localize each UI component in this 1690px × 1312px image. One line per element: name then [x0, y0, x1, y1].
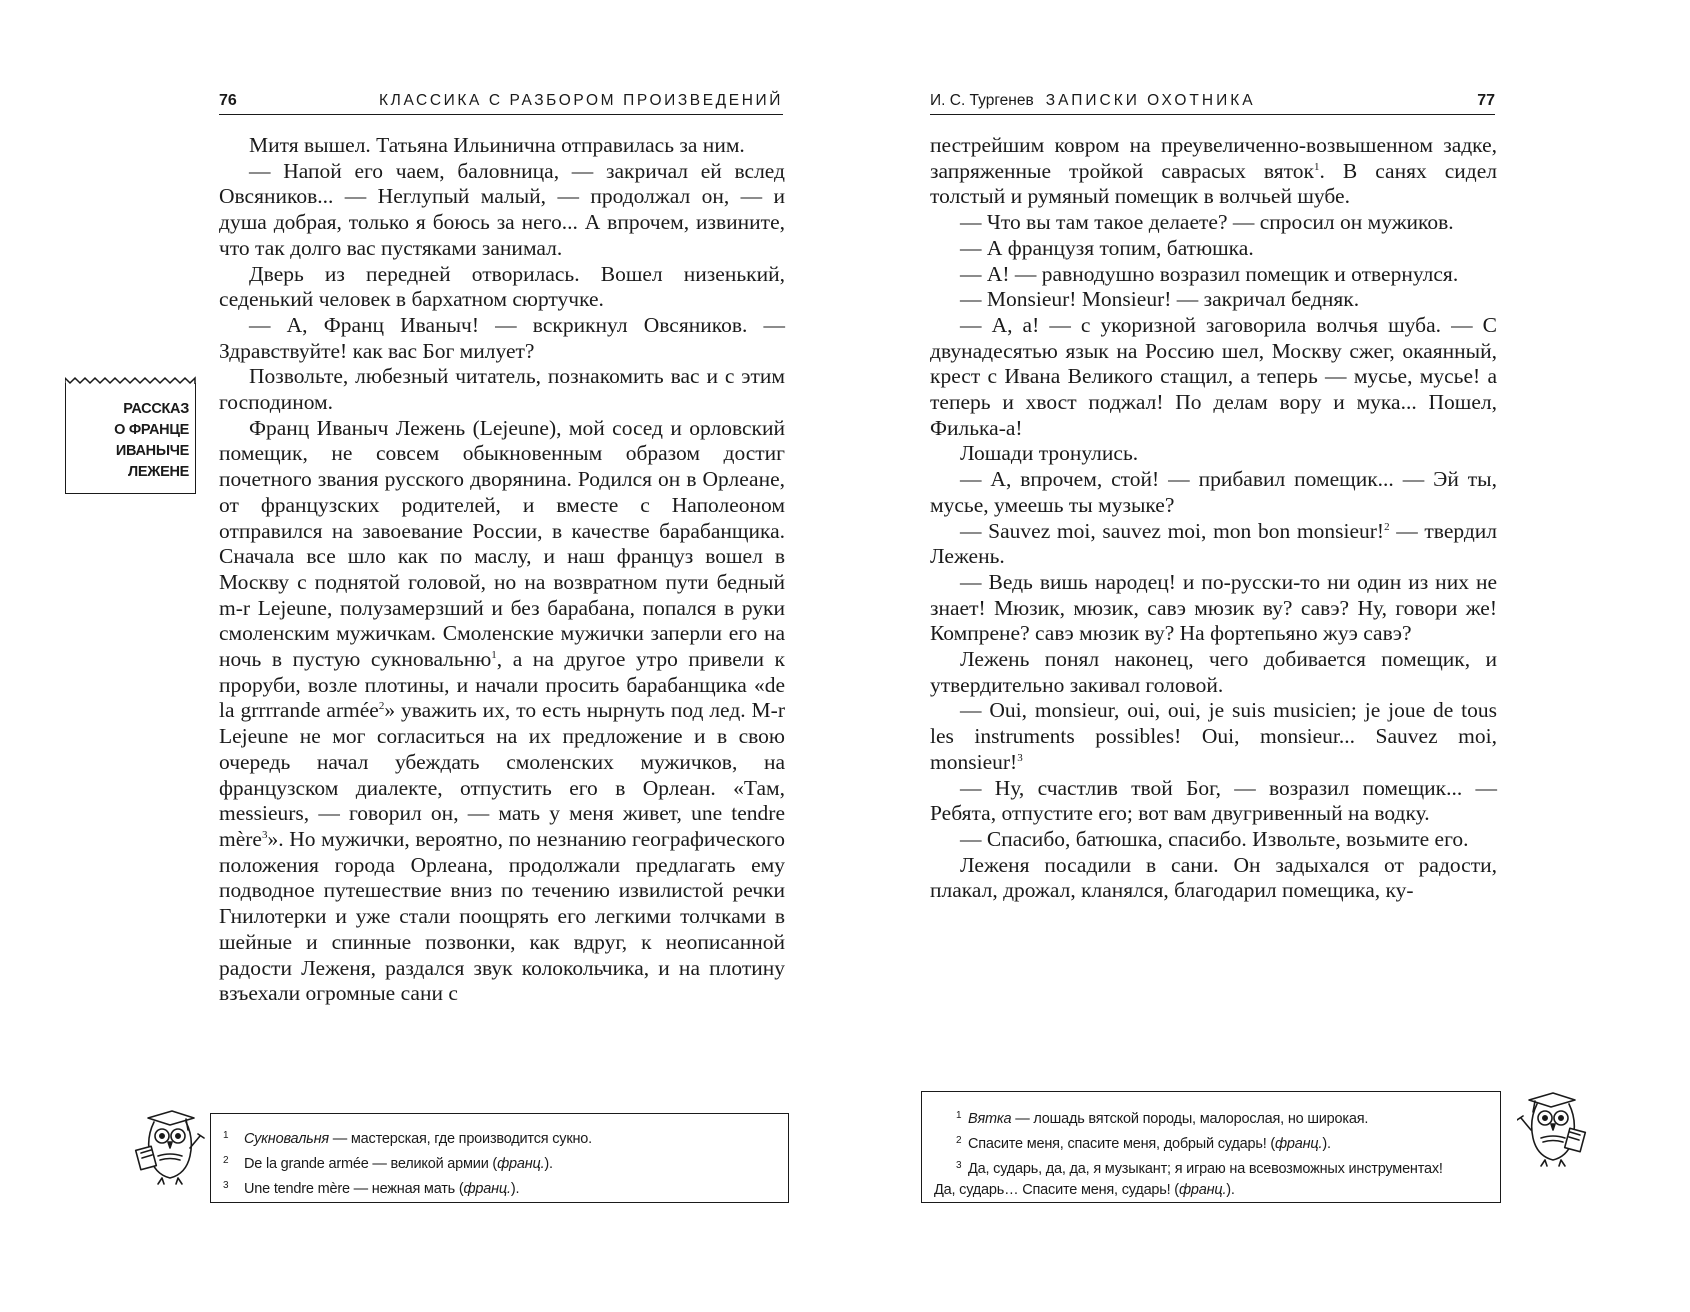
paragraph: Лежень понял наконец, чего добивается помещик, и утвердительно закивал головой.	[930, 647, 1497, 697]
owl-with-book-icon	[132, 1108, 206, 1188]
footnote-text: — лошадь вятской породы, малорослая, но широкая.	[1011, 1111, 1369, 1127]
paragraph: — Что вы там такое делаете? — спросил он мужиков.	[960, 210, 1454, 235]
paragraph: Дверь из передней отворилась. Вошел низенький, седенький человек в бархатном сюртучке.	[219, 261, 785, 312]
paragraph: Митя вышел. Татьяна Ильинична отправилась за ним.	[249, 133, 745, 157]
paragraph	[219, 416, 785, 1007]
footnote-number: 3	[956, 1160, 962, 1171]
footnote-ref: 2	[1384, 520, 1390, 533]
text-run: — Oui, monsieur, oui, oui, je suis musicien; je joue de tous les instruments possibles! Oui, monsieur... Sauvez moi, monsieur!	[930, 698, 1497, 774]
running-header-title	[930, 92, 1256, 110]
text-run: . В санях сидел толстый и румяный помещик в волчьей шубе.	[930, 158, 1497, 209]
text-run: — Sauvez moi, sauvez moi, mon bon monsieur!	[960, 518, 1385, 543]
sidebar-heading-line: О ФРАНЦЕ	[114, 422, 189, 438]
footnote-term: Une tendre mère	[244, 1181, 350, 1197]
body-text	[219, 133, 785, 1007]
footnote-number: 1	[223, 1130, 229, 1141]
paragraph: — Monsieur! Monsieur! — закричал бедняк.	[960, 287, 1360, 312]
text-run: , а на другое утро привели к проруби, возле плотины, и начали просить барабанщика «de la grrrrande armée	[219, 647, 785, 723]
footnote-text: Да, сударь, да, да, я музыкант; я играю на всевозможных инструментах!	[968, 1161, 1443, 1177]
sidebar-heading-line: ЛЕЖЕНЕ	[128, 464, 189, 480]
paragraph	[930, 698, 1497, 775]
footnotes-box	[210, 1113, 789, 1203]
footnote-text: ).	[1226, 1182, 1235, 1198]
footnote	[223, 1125, 788, 1150]
zigzag-border-icon	[65, 375, 196, 385]
footnote-text: — нежная мать (	[349, 1181, 464, 1197]
footnote-number: 2	[223, 1155, 229, 1166]
paragraph: Леженя посадили в сани. Он задыхался от радости, плакал, дрожал, кланялся, благодарил помещика, ку-	[930, 852, 1497, 903]
paragraph	[930, 519, 1497, 570]
footnote-lang: франц.	[497, 1156, 545, 1172]
paragraph: Лошади тронулись.	[960, 441, 1139, 466]
paragraph: — А, впрочем, стой! — прибавил помещик... — Эй ты, мусье, умеешь ты музыке?	[930, 467, 1497, 517]
footnote	[934, 1105, 1490, 1130]
footnote-lang: франц.	[463, 1181, 511, 1197]
footnote	[934, 1155, 1490, 1201]
footnote	[223, 1150, 788, 1175]
running-header	[219, 92, 783, 115]
header-author: И. С. Тургенев	[930, 92, 1034, 109]
header-book-title: ЗАПИСКИ ОХОТНИКА	[1045, 92, 1256, 109]
footnote-text: Да, сударь… Спасите меня, сударь! (	[934, 1182, 1179, 1198]
running-header	[930, 92, 1495, 115]
right-page	[845, 0, 1690, 1312]
paragraph: — А, а! — с укоризной заговорила волчья шуба. — С двунадесятью язык на Россию шел, Москву сжег, окаянный, крест с Ивана Великого стащил, а теперь — мусье, мусье! а теперь и хвост поджал! По делам вору и мука... Пошел, Филька-а!	[930, 312, 1497, 440]
footnote-number: 2	[956, 1135, 962, 1146]
footnote-text: ).	[510, 1181, 520, 1197]
footnote-text: ).	[1322, 1136, 1331, 1152]
footnote-term: De la grande armée	[244, 1156, 369, 1172]
footnote-text: — мастерская, где производится сукно.	[328, 1131, 592, 1147]
footnote-term: Сукновальня	[244, 1131, 329, 1147]
footnote-number: 3	[223, 1180, 229, 1191]
paragraph: — А, Франц Иваныч! — вскрикнул Овсяников. — Здравствуйте! как вас Бог милует?	[219, 312, 785, 363]
footnote-continuation	[934, 1180, 1490, 1201]
page-number: 76	[219, 92, 237, 109]
paragraph: Позвольте, любезный читатель, познакомить вас и с этим господином.	[219, 364, 785, 415]
text-run: Франц Иваныч Лежень (Lejeune), мой сосед и орловский помещик, не совсем обыкновенным образом достиг почетного звания русского дворянина. Родился он в Орлеане, от французских родителей, и вместе с Наполеоном отправился на завоевание России, в качестве барабанщика. Сначала все шло как по маслу, и наш француз вошел в Москву с поднятой головой, но на возвратном пути бедный m-r Lejeune, полузамерзший и без барабана, попался в руки смоленским мужичкам. Смоленские мужички заперли его на ночь в пустую сукновальню	[219, 415, 785, 672]
running-header-title: КЛАССИКА С РАЗБОРОМ ПРОИЗВЕДЕНИЙ	[379, 92, 783, 109]
text-run: пестрейшим ковром на преувеличенно-возвышенном задке, запряженные тройкой саврасых вяток	[930, 133, 1497, 183]
page-number: 77	[1477, 92, 1495, 109]
text-run: ». Но мужички, вероятно, по незнанию географического положения города Орлеана, продолжали предлагать ему подводное путешествие вниз по течению извилистой речки Гнилотерки и уже стали поощрять его легкими толчками в шейные и спинные позвонки, как вдруг, к неописанной радости Леженя, раздался звук колокольчика, и на плотину взъехали огромные сани с	[219, 826, 785, 1006]
paragraph: — А! — равнодушно возразил помещик и отвернулся.	[960, 261, 1459, 286]
footnote-number: 1	[956, 1110, 962, 1121]
footnote-lang: франц.	[1275, 1136, 1323, 1152]
sidebar-heading	[70, 399, 189, 483]
footnote	[223, 1175, 788, 1200]
footnote-text: Спасите меня, спасите меня, добрый сударь! (	[968, 1136, 1275, 1152]
paragraph: — А французя топим, батюшка.	[960, 235, 1254, 260]
paragraph	[930, 133, 1497, 210]
paragraph: — Ведь вишь народец! и по-русски-то ни один из них не знает! Мюзик, мюзик, савэ мюзик ву? савэ? Ну, говори же! Компрене? савэ мюзик ву? На фортепьяно жуэ савэ?	[930, 569, 1497, 646]
footnote-ref: 2	[378, 700, 385, 713]
footnote-term: Вятка	[968, 1111, 1012, 1127]
footnote-ref: 1	[1313, 160, 1320, 173]
footnote-lang: франц.	[1178, 1182, 1227, 1198]
text-run: — твердил Лежень.	[930, 518, 1498, 569]
body-text	[930, 133, 1497, 904]
footnote-ref: 1	[491, 649, 497, 662]
paragraph: — Напой его чаем, баловница, — закричал ей вслед Овсяников... — Неглупый малый, — продолжал он, — и душа добрая, только я боюсь за него... А впрочем, извините, что так долго вас пустяками занимал.	[219, 158, 785, 260]
footnotes-box	[921, 1091, 1501, 1203]
sidebar-heading-box	[65, 383, 196, 494]
sidebar-heading-line: ИВАНЫЧЕ	[115, 443, 189, 459]
footnote	[934, 1130, 1490, 1155]
footnote-ref: 3	[1017, 751, 1023, 764]
text-run: » уважить их, то есть нырнуть под лед. M-r Lejeune не мог согласиться на их предложение и в свою очередь начал убеждать смоленских мужичков, на французском диалекте, отпустить его в Орлеан. «Там, messieurs, — говорил он, — мать у меня живет, une tendre mère	[219, 698, 785, 851]
paragraph: — Ну, счастлив твой Бог, — возразил помещик... — Ребята, отпустите его; вот вам двугривенный на водку.	[930, 775, 1497, 826]
footnote-text: — великой армии (	[368, 1156, 498, 1172]
paragraph: — Спасибо, батюшка, спасибо. Извольте, возьмите его.	[960, 826, 1469, 851]
sidebar-heading-line: РАССКАЗ	[123, 401, 189, 417]
owl-with-book-icon	[1517, 1090, 1591, 1170]
footnote-ref: 3	[261, 828, 268, 841]
footnote-text: ).	[544, 1156, 553, 1172]
